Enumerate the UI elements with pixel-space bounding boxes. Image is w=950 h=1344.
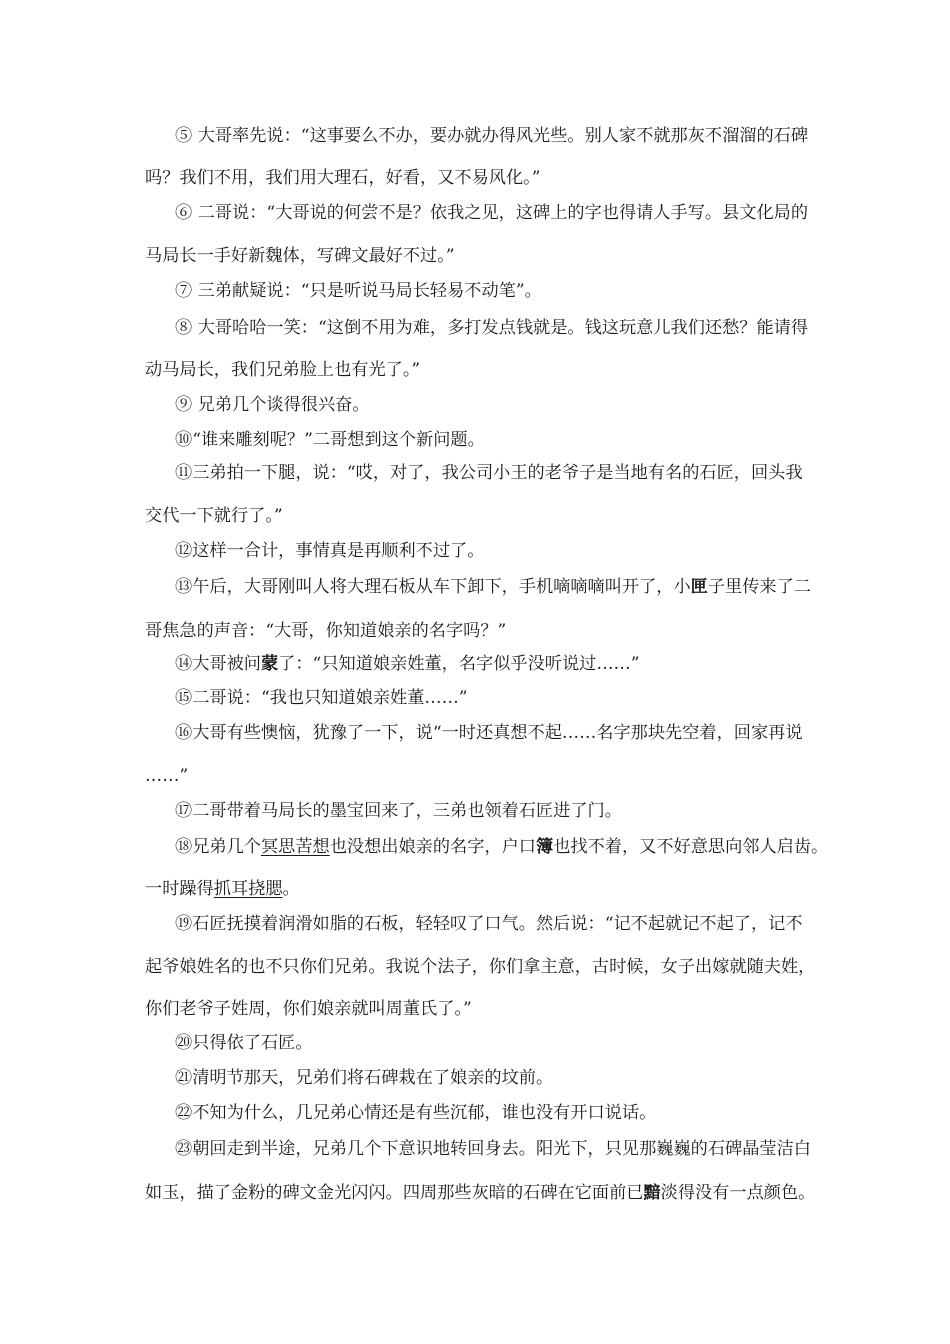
bold-char-bu: 簿 [535,837,554,857]
paragraph-18-text-c: 也找不着，又不好意思向邻人启齿。 [553,837,829,857]
paragraph-8-line-1: ⑧ 大哥哈哈一笑：“这倒不用为难，多打发点钱就是。钱这玩意儿我们还愁？能请得 [175,318,809,338]
paragraph-10: ⑩“谁来雕刻呢？”二哥想到这个新问题。 [175,430,485,450]
paragraph-23-text-b: 淡得没有一点颜色。 [660,1183,816,1203]
paragraph-23-line-1: ㉓朝回走到半途，兄弟几个下意识地转回身去。阳光下，只见那巍巍的石碑晶莹洁白 [175,1139,811,1159]
paragraph-18-text-a: ⑱兄弟几个 [175,837,261,857]
paragraph-9: ⑨ 兄弟几个谈得很兴奋。 [175,395,370,415]
paragraph-14-text-b: 了：“只知道娘亲姓董，名字似乎没听说过……” [278,654,640,674]
paragraph-23-line-2 [145,1181,815,1205]
paragraph-22: ㉒不知为什么，几兄弟心情还是有些沉郁，谁也没有开口说话。 [175,1103,657,1123]
paragraph-5-line-2: 吗？我们不用，我们用大理石，好看，又不易风化。” [145,168,541,188]
paragraph-6-line-1: ⑥ 二哥说：“大哥说的何尝不是？依我之见，这碑上的字也得请人手写。县文化局的 [175,203,809,223]
paragraph-11-line-2: 交代一下就行了。” [145,506,283,526]
paragraph-13-line-2: 哥焦急的声音：“大哥，你知道娘亲的名字吗？” [145,621,507,641]
paragraph-16-line-2: ……” [145,766,189,786]
paragraph-20: ⑳只得依了石匠。 [175,1033,313,1053]
underlined-idiom-1: 冥思苦想 [260,837,330,857]
paragraph-18-line-2 [145,877,300,901]
paragraph-13-text-b: 子里传来了二 [707,577,811,597]
bold-char-xia: 匣 [690,577,708,597]
paragraph-6-line-2: 马局长一手好新魏体，写碑文最好不过。” [145,246,455,266]
bold-char-meng: 蒙 [260,654,279,674]
paragraph-18-text-d: 一时躁得 [145,879,214,899]
paragraph-13-text-a: ⑬午后，大哥刚叫人将大理石板从车下卸下，手机嘀嘀嘀叫开了，小 [175,577,691,597]
paragraph-14 [175,652,639,676]
bold-char-an: 黯 [643,1183,661,1203]
paragraph-7: ⑦ 三弟献疑说：“只是听说马局长轻易不动笔”。 [175,281,542,301]
paragraph-19-line-1: ⑲石匠抚摸着润滑如脂的石板，轻轻叹了口气。然后说：“记不起就记不起了，记不 [175,914,803,934]
paragraph-11-line-1: ⑪三弟拍一下腿，说：“哎，对了，我公司小王的老爷子是当地有名的石匠，回头我 [175,463,803,483]
paragraph-21: ㉑清明节那天，兄弟们将石碑栽在了娘亲的坟前。 [175,1068,554,1088]
underlined-idiom-2: 抓耳挠腮 [213,879,283,899]
paragraph-18-text-b: 也没想出娘亲的名字，户口 [329,837,536,857]
paragraph-23-text-a: 如玉，描了金粉的碑文金光闪闪。四周那些灰暗的石碑在它面前已 [145,1183,644,1203]
paragraph-18-line-1 [175,835,828,859]
paragraph-13-line-1 [175,575,811,599]
paragraph-14-text-a: ⑭大哥被问 [175,654,261,674]
paragraph-19-line-3: 你们老爷子姓周，你们娘亲就叫周董氏了。” [145,999,472,1019]
paragraph-15: ⑮二哥说：“我也只知道娘亲姓董……” [175,688,468,708]
paragraph-16-line-1: ⑯大哥有些懊恼，犹豫了一下，说“一时还真想不起……名字那块先空着，回家再说 [175,723,803,743]
paragraph-5-line-1: ⑤ 大哥率先说：“这事要么不办，要办就办得风光些。别人家不就那灰不溜溜的石碑 [175,126,809,146]
paragraph-12: ⑫这样一合计，事情真是再顺利不过了。 [175,541,485,561]
paragraph-8-line-2: 动马局长，我们兄弟脸上也有光了。” [145,360,421,380]
paragraph-19-line-2: 起爷娘姓名的也不只你们兄弟。我说个法子，你们拿主意，古时候，女子出嫁就随夫姓， [145,957,816,977]
paragraph-18-text-e: 。 [282,879,300,899]
paragraph-17: ⑰二哥带着马局长的墨宝回来了，三弟也领着石匠进了门。 [175,801,622,821]
